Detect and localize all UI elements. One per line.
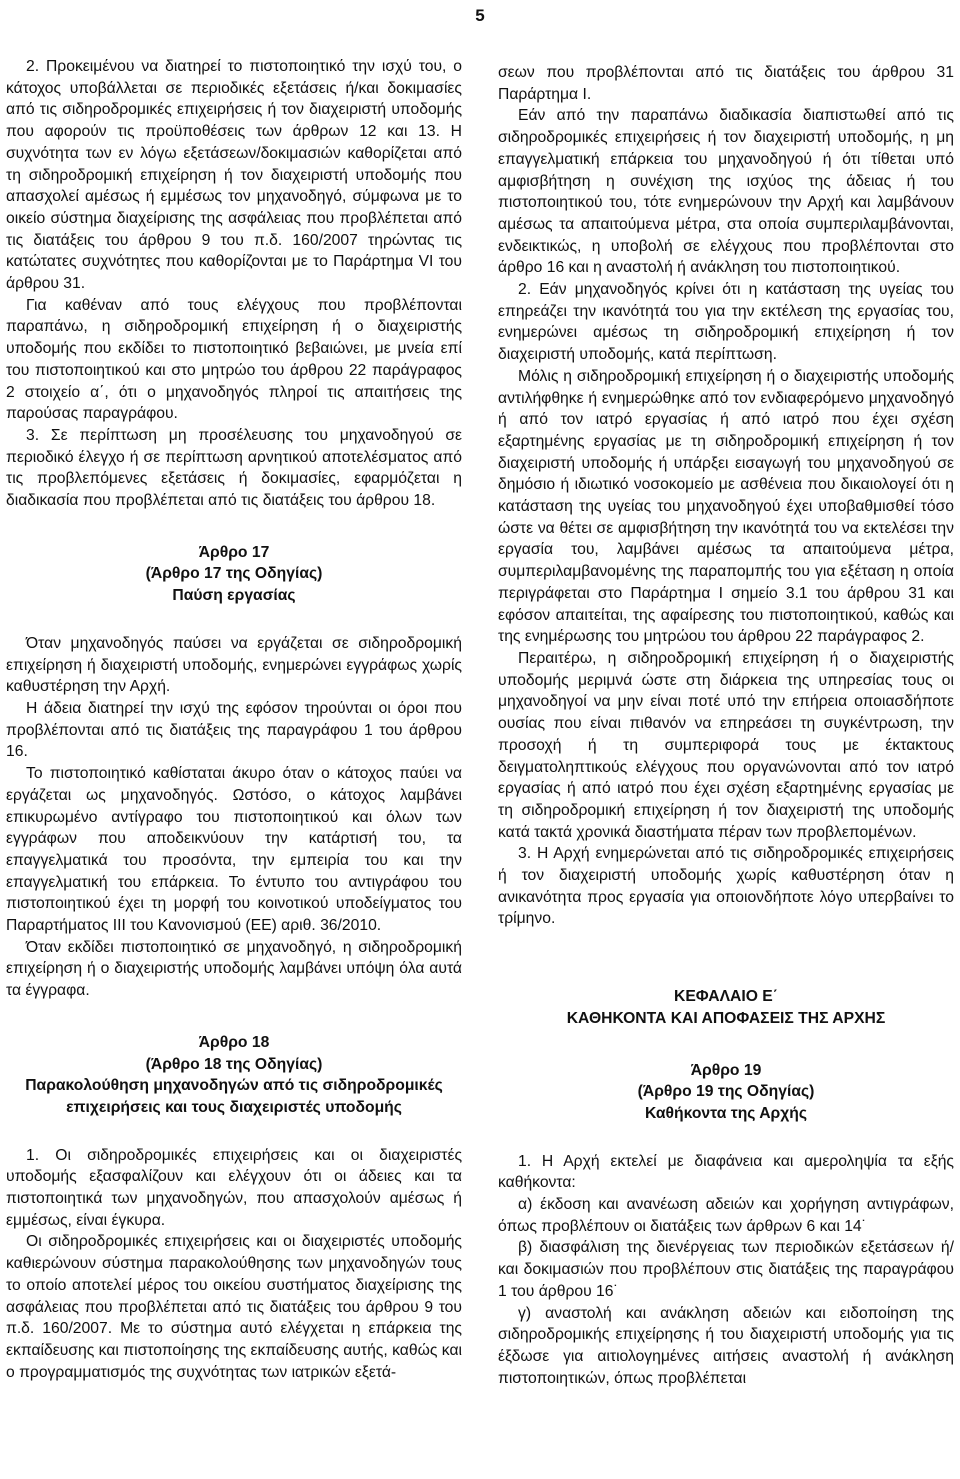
article-title: Άρθρο 19 [690, 1061, 762, 1079]
article-title: Άρθρο 18 [198, 1033, 270, 1051]
article-subject: επιχειρήσεις και τους διαχειριστές υποδομής [66, 1098, 402, 1116]
paragraph: 1. Οι σιδηροδρομικές επιχειρήσεις και οι διαχειριστές υποδομής εξασφαλίζουν και ελέγχουν ότι οι άδειες και τα πιστοποιητικά των μηχανοδηγών, που απασχολούν αμέσως ή εμμέσως, είναι έγκυρα. [6, 1146, 462, 1229]
chapter-subject: ΚΑΘΗΚΟΝΤΑ ΚΑΙ ΑΠΟΦΑΣΕΙΣ ΤΗΣ ΑΡΧΗΣ [566, 1009, 886, 1027]
article-subject: Παρακολούθηση μηχανοδηγών από τις σιδηροδρομικές [25, 1077, 443, 1095]
list-item: β) διασφάλιση της διενέργειας των περιοδικών εξετάσεων ή/και δοκιμασιών που προβλέπουν στις διατάξεις της παραγράφου 1 του άρθρου 16˙ [498, 1239, 954, 1300]
paragraph: 2. Εάν μηχανοδηγός κρίνει ότι η κατάσταση της υγείας του επηρεάζει την ικανότητά του για την εκτέλεση της εργασίας του, ενημερώνει αμέσως τη σιδηροδρομική επιχείρηση ή τον διαχειριστή υποδομής, κατά περίπτωση. [498, 281, 954, 364]
paragraph: Η άδεια διατηρεί την ισχύ της εφόσον τηρούνται οι όροι που προβλέπονται από τις διατάξεις της παραγράφου 1 του άρθρου 16. [6, 699, 462, 761]
paragraph: 1. Η Αρχή εκτελεί με διαφάνεια και αμεροληψία τα εξής καθήκοντα: [498, 1152, 954, 1192]
paragraph: Το πιστοποιητικό καθίσταται άκυρο όταν ο κάτοχος παύει να εργάζεται ως μηχανοδηγός. Ωστόσο, ο κάτοχος λαμβάνει επικυρωμένο αντίγραφο του πιστοποιητικού και όλων των εγγράφων που αποδεικνύουν την κατάρτισή του, τα επαγγελματικά του προσόντα, την εμπειρία του και την επαγγελματική του επάρκεια. Το έντυπο του αντιγράφου του πιστοποιητικού έχει τη μορφή του κοινοτικού υποδείγματος του Παραρτήματος ΙΙΙ του Κανονισμού (ΕΕ) αριθ. 36/2010. [6, 765, 462, 935]
paragraph: 2. Προκειμένου να διατηρεί το πιστοποιητικό την ισχύ του, ο κάτοχος υποβάλλεται σε περιοδικές εξετάσεις ή/και δοκιμασίες από τις σιδηροδρομικές επιχειρήσεις ή τον διαχειριστή υποδομής που αφορούν τις προϋποθέσεις των άρθρων 12 και 13. Η συχνότητα των εν λόγω εξετάσεων/δοκιμασιών καθορίζεται από τη σιδηροδρομική επιχείρηση ή τον διαχειριστή υποδομής που απασχολεί αμέσως ή εμμέσως τον μηχανοδηγό, σύμφωνα με το οικείο σύστημα διαχείρισης της ασφάλειας που προβλέπεται από τις διατάξεις του άρθρου 9 του π.δ. 160/2007 τηρώντας τις κατώτατες συχνότητες που καθορίζονται με το Παράρτημα VI του άρθρου 31. [6, 58, 462, 293]
paragraph: Όταν μηχανοδηγός παύσει να εργάζεται σε σιδηροδρομική επιχείρηση ή διαχειριστή υποδομής, ενημερώνει εγγράφως χωρίς καθυστέρηση την Αρχή. [6, 634, 462, 696]
paragraph: Εάν από την παραπάνω διαδικασία διαπιστωθεί από τις σιδηροδρομικές επιχειρήσεις ή τον διαχειριστή υποδομής, η μη επαγγελματική επάρκεια του μηχανοδηγού ή ότι τίθεται υπό αμφισβήτηση η συνέχιση της ισχύος της άδειας ή του πιστοποιητικού του, τότε ενημερώνουν την Αρχή και λαμβάνουν αμέσως τα απαιτούμενα μέτρα, στα οποία συμπεριλαμβάνονται, ενδεικτικώς, η υποβολή σε ελέγχους που προβλέπονται στο άρθρο 16 και η αναστολή ή ανάκληση του πιστοποιητικού. [498, 107, 954, 277]
article-subject: Καθήκοντα της Αρχής [644, 1104, 808, 1122]
chapter-heading [498, 986, 954, 1029]
left-column [6, 56, 462, 1383]
article-18-heading [6, 1032, 462, 1119]
paragraph: Για καθέναν από τους ελέγχους που προβλέπονται παραπάνω, η σιδηροδρομική επιχείρηση ή ο διαχειριστής υποδομής που εκδίδει το πιστοποιητικό βεβαιώνει, με μνεία επί του πιστοποιητικού και στο μητρώο του άρθρου 22 παράγραφος 2 στοιχείο α΄, ότι ο μηχανοδηγός πληροί τις απαιτήσεις της παρούσας παραγράφου. [6, 296, 462, 423]
paragraph: Οι σιδηροδρομικές επιχειρήσεις και οι διαχειριστές υποδομής καθιερώνουν σύστημα παρακολούθησης των μηχανοδηγών τους το οποίο αποτελεί μέρος του οικείου συστήματος διαχείρισης της ασφάλειας που προβλέπεται από τις διατάξεις του άρθρου 9 του π.δ. 160/2007. Με το σύστημα αυτό ελέγχεται η επάρκεια της εκπαίδευσης και πιστοποίησης της εκπαίδευσης αυτής, καθώς και ο προγραμματισμός της συχνότητας των ιατρικών εξετά- [6, 1233, 462, 1381]
list-item: α) έκδοση και ανανέωση αδειών και χορήγηση αντιγράφων, όπως προβλέπουν οι διατάξεις των άρθρων 6 και 14˙ [498, 1196, 954, 1235]
article-subject: Παύση εργασίας [172, 587, 296, 605]
paragraph: Όταν εκδίδει πιστοποιητικό σε μηχανοδηγό, η σιδηροδρομική επιχείρηση ή ο διαχειριστής υποδομής λαμβάνει υπόψη όλα αυτά τα έγγραφα. [6, 938, 462, 1000]
article-directive: (Άρθρο 17 της Οδηγίας) [145, 565, 323, 583]
right-column [498, 62, 954, 1389]
page-number: 5 [475, 6, 485, 25]
chapter-title: ΚΕΦΑΛΑΙΟ Ε΄ [674, 988, 778, 1006]
paragraph: 3. Η Αρχή ενημερώνεται από τις σιδηροδρομικές επιχειρήσεις ή τον διαχειριστή υποδομής χωρίς καθυστέρηση όταν η ανικανότητα προς εργασία για οποιονδήποτε λόγο υπερβαίνει το τρίμηνο. [498, 845, 954, 928]
paragraph: Μόλις η σιδηροδρομική επιχείρηση ή ο διαχειριστής υποδομής αντιλήφθηκε ή ενημερώθηκε από τον ενδιαφερόμενο μηχανοδηγό ή από τον ιατρό εργασίας ή από ιατρό που έχει σχέση εξαρτημένης εργασίας με τη σιδηροδρομική επιχείρηση ή τον διαχειριστή υποδομής ή υπάρξει εισαγωγή του μηχανοδηγού σε δημόσιο ή ιδιωτικό νοσοκομείο με ασθένεια που δικαιολογεί ότι η κατάσταση της υγείας του μηχανοδηγού έχει υποβαθμισθεί τόσο ώστε να θέτει σε αμφισβήτηση την ικανότητά του να εκτελέσει την εργασία του, λαμβάνει αμέσως τα απαιτούμενα μέτρα, συμπεριλαμβανομένης της παραπομπής του για εξέταση η οποία περιγράφεται στο Παράρτημα Ι σημείο 3.1 του άρθρου 31 και εφόσον απαιτείται, της αφαίρεσης του πιστοποιητικού, καθώς και της ενημέρωσης του μητρώου του άρθρου 22 παράγραφος 2. [498, 367, 954, 646]
paragraph: Περαιτέρω, η σιδηροδρομική επιχείρηση ή ο διαχειριστής υποδομής μεριμνά ώστε στη διάρκεια της υπηρεσίας τους οι μηχανοδηγοί να μην είναι ποτέ υπό την επήρεια οποιασδήποτε ουσίας που είναι πιθανόν να επηρεάσει τη συγκέντρωση, την προσοχή ή τη συμπεριφορά τους με έκτακτους δειγματοληπτικούς ελέγχους που οργανώνονται από τον ιατρό εργασίας ή από ιατρό που έχει σχέση εξαρτημένης εργασίας με τη σιδηροδρομική επιχείρηση ή τον διαχειριστή της υποδομής κατά τακτά χρονικά διαστήματα πέραν των προβλεπομένων. [498, 649, 954, 841]
article-title: Άρθρο 17 [198, 543, 270, 561]
article-directive: (Άρθρο 19 της Οδηγίας) [637, 1083, 815, 1101]
paragraph: σεων που προβλέπονται από τις διατάξεις του άρθρου 31 Παράρτημα Ι. [498, 64, 954, 103]
list-item: γ) αναστολή και ανάκληση αδειών και ειδοποίηση της σιδηροδρομικής επιχείρησης ή του διαχειριστή υποδομής για τις έξδωσε για αιτιολογημένες αιτήσεις αναστολή ή ανάκληση πιστοποιητικών, όπως προβλέπεται [498, 1304, 954, 1387]
paragraph: 3. Σε περίπτωση μη προσέλευσης του μηχανοδηγού σε περιοδικό έλεγχο ή σε περίπτωση αρνητικού αποτελέσματος από τις προβλεπόμενες εξετάσεις ή δοκιμασίες, εφαρμόζεται η διαδικασία που προβλέπεται από τις διατάξεις του άρθρου 18. [6, 426, 462, 510]
article-directive: (Άρθρο 18 της Οδηγίας) [145, 1055, 323, 1073]
article-19-heading [498, 1060, 954, 1125]
article-17-heading [6, 542, 462, 607]
